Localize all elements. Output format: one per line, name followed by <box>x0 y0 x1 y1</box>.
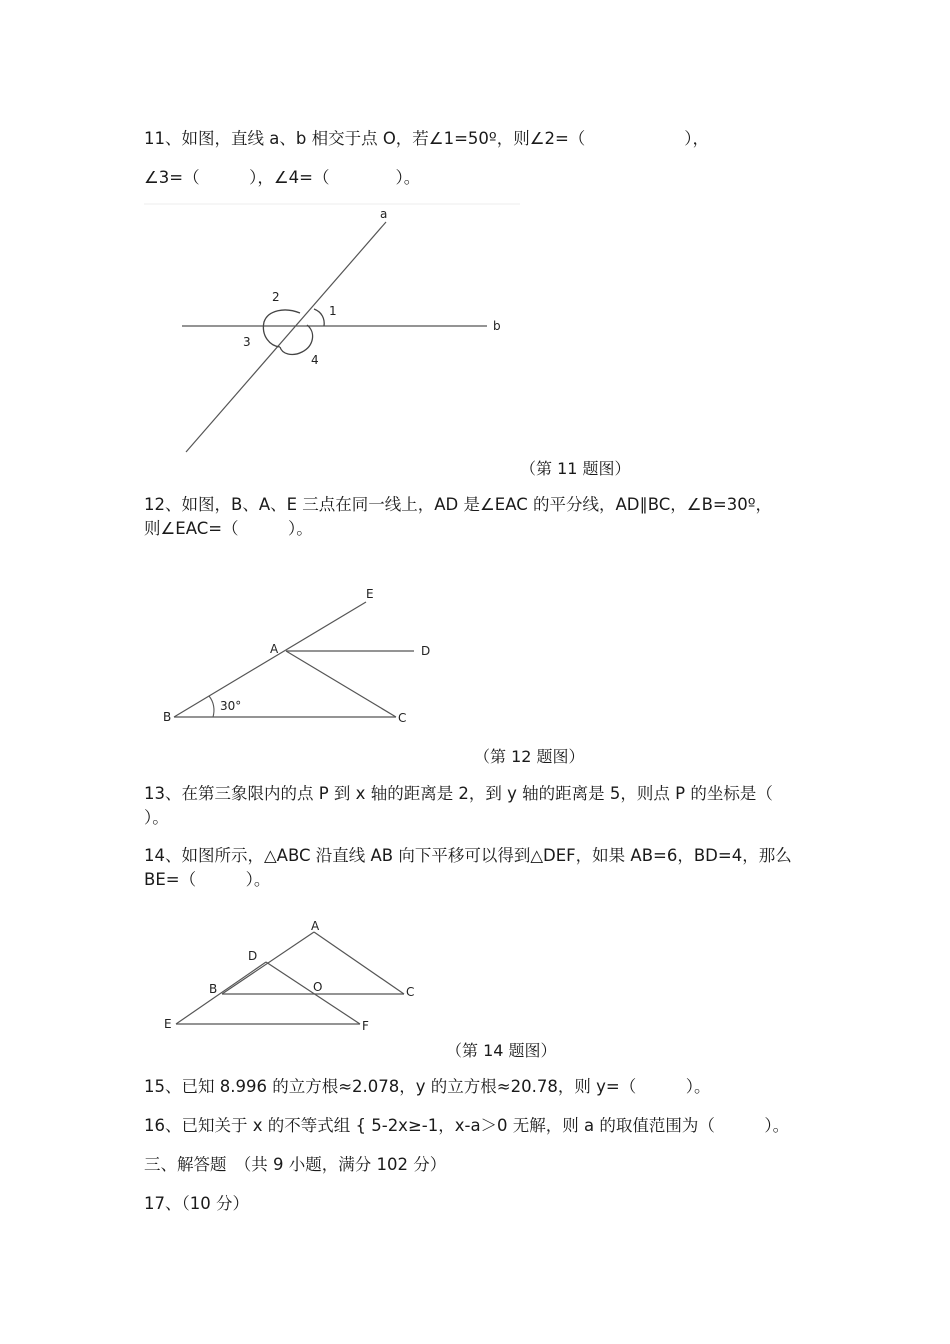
q11-text-line2: ∠3=（ ），∠4=（ ）。 <box>144 168 421 187</box>
q14-label-E: E <box>164 1017 172 1031</box>
q12-text-line1: 12、如图，B、A、E 三点在同一线上，AD 是∠EAC 的平分线，AD∥BC，∠B=30º， <box>144 495 772 514</box>
q14-label-D: D <box>248 949 258 963</box>
q11-text-line1: 11、如图，直线 a、b 相交于点 O，若∠1=50º，则∠2=（ ）， <box>144 129 710 148</box>
q15-text: 15、已知 8.996 的立方根≈2.078，y 的立方根≈20.78，则 y=（ ）。 <box>144 1077 711 1096</box>
q12-angle-label: 30° <box>220 699 242 713</box>
q11-label-b: b <box>493 319 501 333</box>
q11-label-2: 2 <box>272 290 280 304</box>
q17-text: 17、（10 分） <box>144 1194 249 1213</box>
q16-text: 16、已知关于 x 的不等式组 { 5-2x≥-1，x-a＞0 无解，则 a 的取值范围为（ ）。 <box>144 1116 790 1135</box>
q11-label-a: a <box>380 207 388 221</box>
q14-label-O: O <box>313 980 323 994</box>
q12-label-E: E <box>366 587 374 601</box>
q12-label-A: A <box>270 642 279 656</box>
q11-caption: （第 11 题图） <box>520 459 631 478</box>
q12-label-B: B <box>163 710 172 724</box>
q12-text-line2: 则∠EAC=（ ）。 <box>144 519 313 538</box>
q14-label-C: C <box>406 985 415 999</box>
q13-text-line1: 13、在第三象限内的点 P 到 x 轴的距离是 2，到 y 轴的距离是 5，则点 P 的坐标是（ <box>144 784 773 803</box>
q12-label-C: C <box>398 711 407 725</box>
q14-label-F: F <box>362 1019 369 1033</box>
q14-caption: （第 14 题图） <box>446 1041 557 1060</box>
q12-caption: （第 12 题图） <box>474 747 585 766</box>
q11-label-3: 3 <box>243 335 251 349</box>
q14-label-A: A <box>311 919 320 933</box>
q11-label-1: 1 <box>329 304 337 318</box>
q14-text-line1: 14、如图所示，△ABC 沿直线 AB 向下平移可以得到△DEF，如果 AB=6，BD=4，那么 <box>144 846 792 865</box>
section3-title: 三、解答题 （共 9 小题，满分 102 分） <box>144 1155 447 1174</box>
q14-text-line2: BE=（ ）。 <box>144 870 271 889</box>
q12-label-D: D <box>421 644 431 658</box>
q14-label-B: B <box>209 982 218 996</box>
q13-text-line2: ）。 <box>144 808 169 827</box>
q11-label-4: 4 <box>311 353 319 367</box>
